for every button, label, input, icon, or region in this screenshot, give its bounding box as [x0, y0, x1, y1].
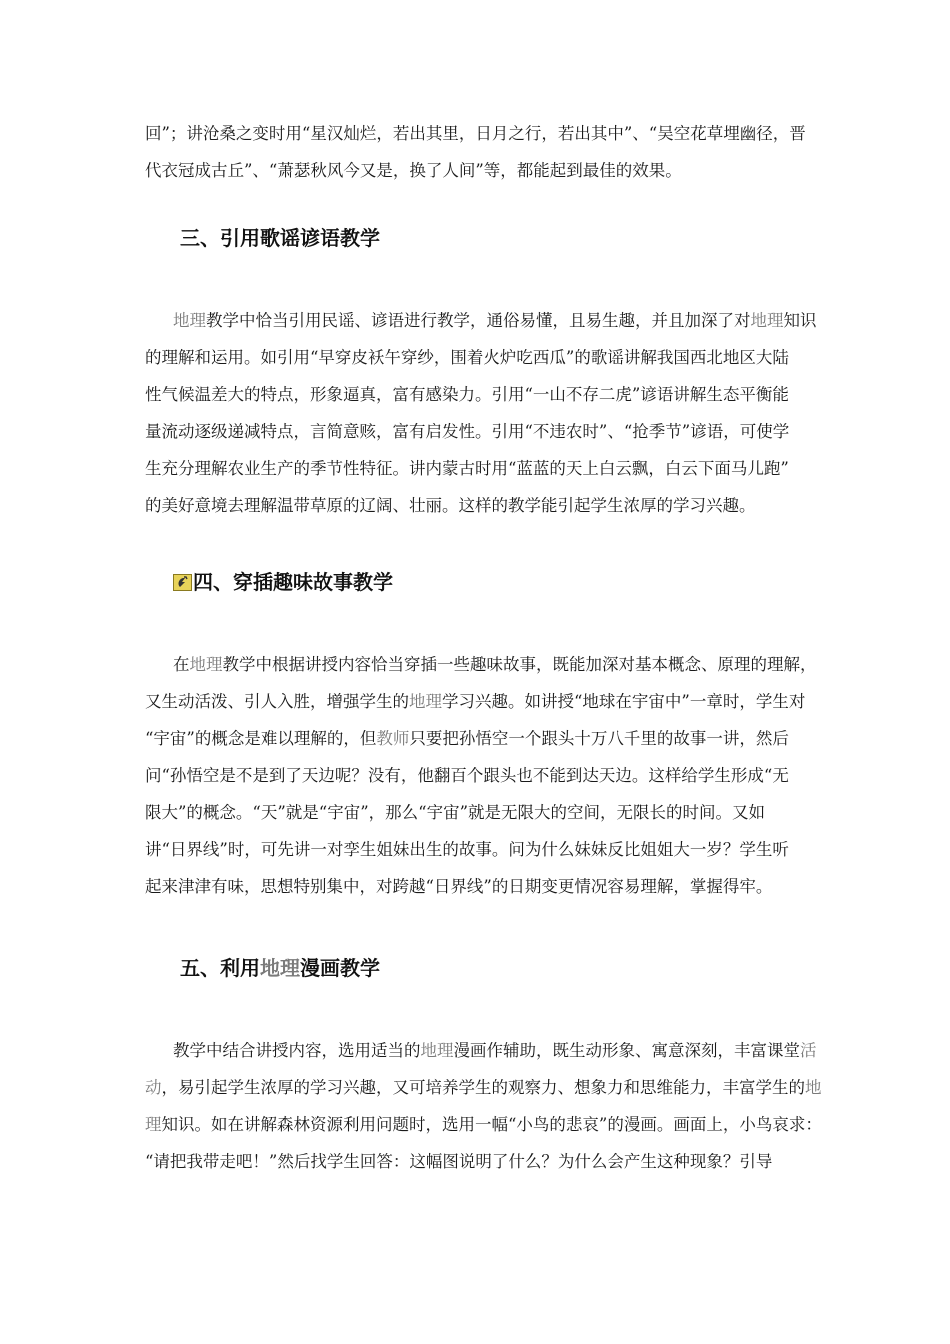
paragraph-1-line-2: 代衣冠成古丘”、“萧瑟秋风今又是，换了人间”等，都能起到最佳的效果。 [145, 161, 682, 180]
geo-link[interactable]: 地理 [260, 956, 300, 980]
paragraph-2-line-5: 生充分理解农业生产的季节性特征。讲内蒙古时用“蓝蓝的天上白云飘，白云下面马儿跑” [145, 459, 789, 478]
section-3-heading: 三、引用歌谣谚语教学 [180, 226, 380, 250]
paragraph-2-line-2: 的理解和运用。如引用“早穿皮袄午穿纱，围着火炉吃西瓜”的歌谣讲解我国西北地区大陆 [145, 348, 789, 367]
paragraph-2-line-6: 的美好意境去理解温带草原的辽阔、壮丽。这样的教学能引起学生浓厚的学习兴趣。 [145, 496, 756, 515]
geo-link[interactable]: 地理 [189, 655, 223, 674]
paragraph-1-line-1: 回”；讲沧桑之变时用“星汉灿烂，若出其里，日月之行，若出其中”、“吴空花草埋幽径，晋 [145, 124, 806, 143]
comment-icon[interactable] [173, 574, 192, 591]
geo-link[interactable]: 理 [145, 1115, 162, 1134]
paragraph-4-line-2: 动，易引起学生浓厚的学习兴趣，又可培养学生的观察力、想象力和思维能力，丰富学生的地 [145, 1078, 822, 1097]
paragraph-3-line-7: 起来津津有味，思想特别集中，对跨越“日界线”的日期变更情况容易理解，掌握得牢。 [145, 877, 773, 896]
geo-link[interactable]: 地理 [420, 1041, 454, 1060]
paragraph-3-line-2: 又生动活泼、引人入胜，增强学生的地理学习兴趣。如讲授“地球在宇宙中”一章时，学生对 [145, 692, 806, 711]
section-4-heading: 四、穿插趣味故事教学 [193, 570, 393, 594]
paragraph-2-line-4: 量流动逐级递减特点，言简意赅，富有启发性。引用“不违农时”、“抢季节”谚语，可使学 [145, 422, 790, 441]
paragraph-3-line-1: 在地理教学中根据讲授内容恰当穿插一些趣味故事，既能加深对基本概念、原理的理解， [173, 655, 817, 674]
teacher-link[interactable]: 教师 [376, 729, 410, 748]
paragraph-2-line-1: 地理教学中恰当引用民谣、谚语进行教学，通俗易懂，且易生趣，并且加深了对地理知识 [173, 311, 817, 330]
paragraph-3-line-5: 限大”的概念。“天”就是“宇宙”，那么“宇宙”就是无限大的空间，无限长的时间。又如 [145, 803, 766, 822]
paragraph-3-line-6: 讲“日界线”时，可先讲一对孪生姐妹出生的故事。问为什么妹妹反比姐姐大一岁？学生听 [145, 840, 789, 859]
paragraph-3-line-4: 问“孙悟空是不是到了天边呢？没有，他翻百个跟头也不能到达天边。这样给学生形成“无 [145, 766, 789, 785]
activity-link[interactable]: 动 [145, 1078, 162, 1097]
geo-link[interactable]: 地理 [409, 692, 442, 711]
paragraph-4-line-4: “请把我带走吧！”然后找学生回答：这幅图说明了什么？为什么会产生这种现象？引导 [145, 1152, 773, 1171]
geo-link[interactable]: 地理 [173, 311, 206, 330]
geo-link[interactable]: 地 [805, 1078, 822, 1097]
paragraph-3-line-3: “宇宙”的概念是难以理解的，但教师只要把孙悟空一个跟头十万八千里的故事一讲，然后 [145, 729, 789, 748]
paragraph-2-line-3: 性气候温差大的特点，形象逼真，富有感染力。引用“一山不存二虎”谚语讲解生态平衡能 [145, 385, 789, 404]
paragraph-4-line-1: 教学中结合讲授内容，选用适当的地理漫画作辅助，既生动形象、寓意深刻，丰富课堂活 [173, 1041, 817, 1060]
paragraph-4-line-3: 理知识。如在讲解森林资源利用问题时，选用一幅“小鸟的悲哀”的漫画。画面上，小鸟哀求： [145, 1115, 822, 1134]
activity-link[interactable]: 活 [800, 1041, 817, 1060]
section-5-heading: 五、利用地理漫画教学 [180, 956, 380, 980]
geo-link[interactable]: 地理 [750, 311, 784, 330]
